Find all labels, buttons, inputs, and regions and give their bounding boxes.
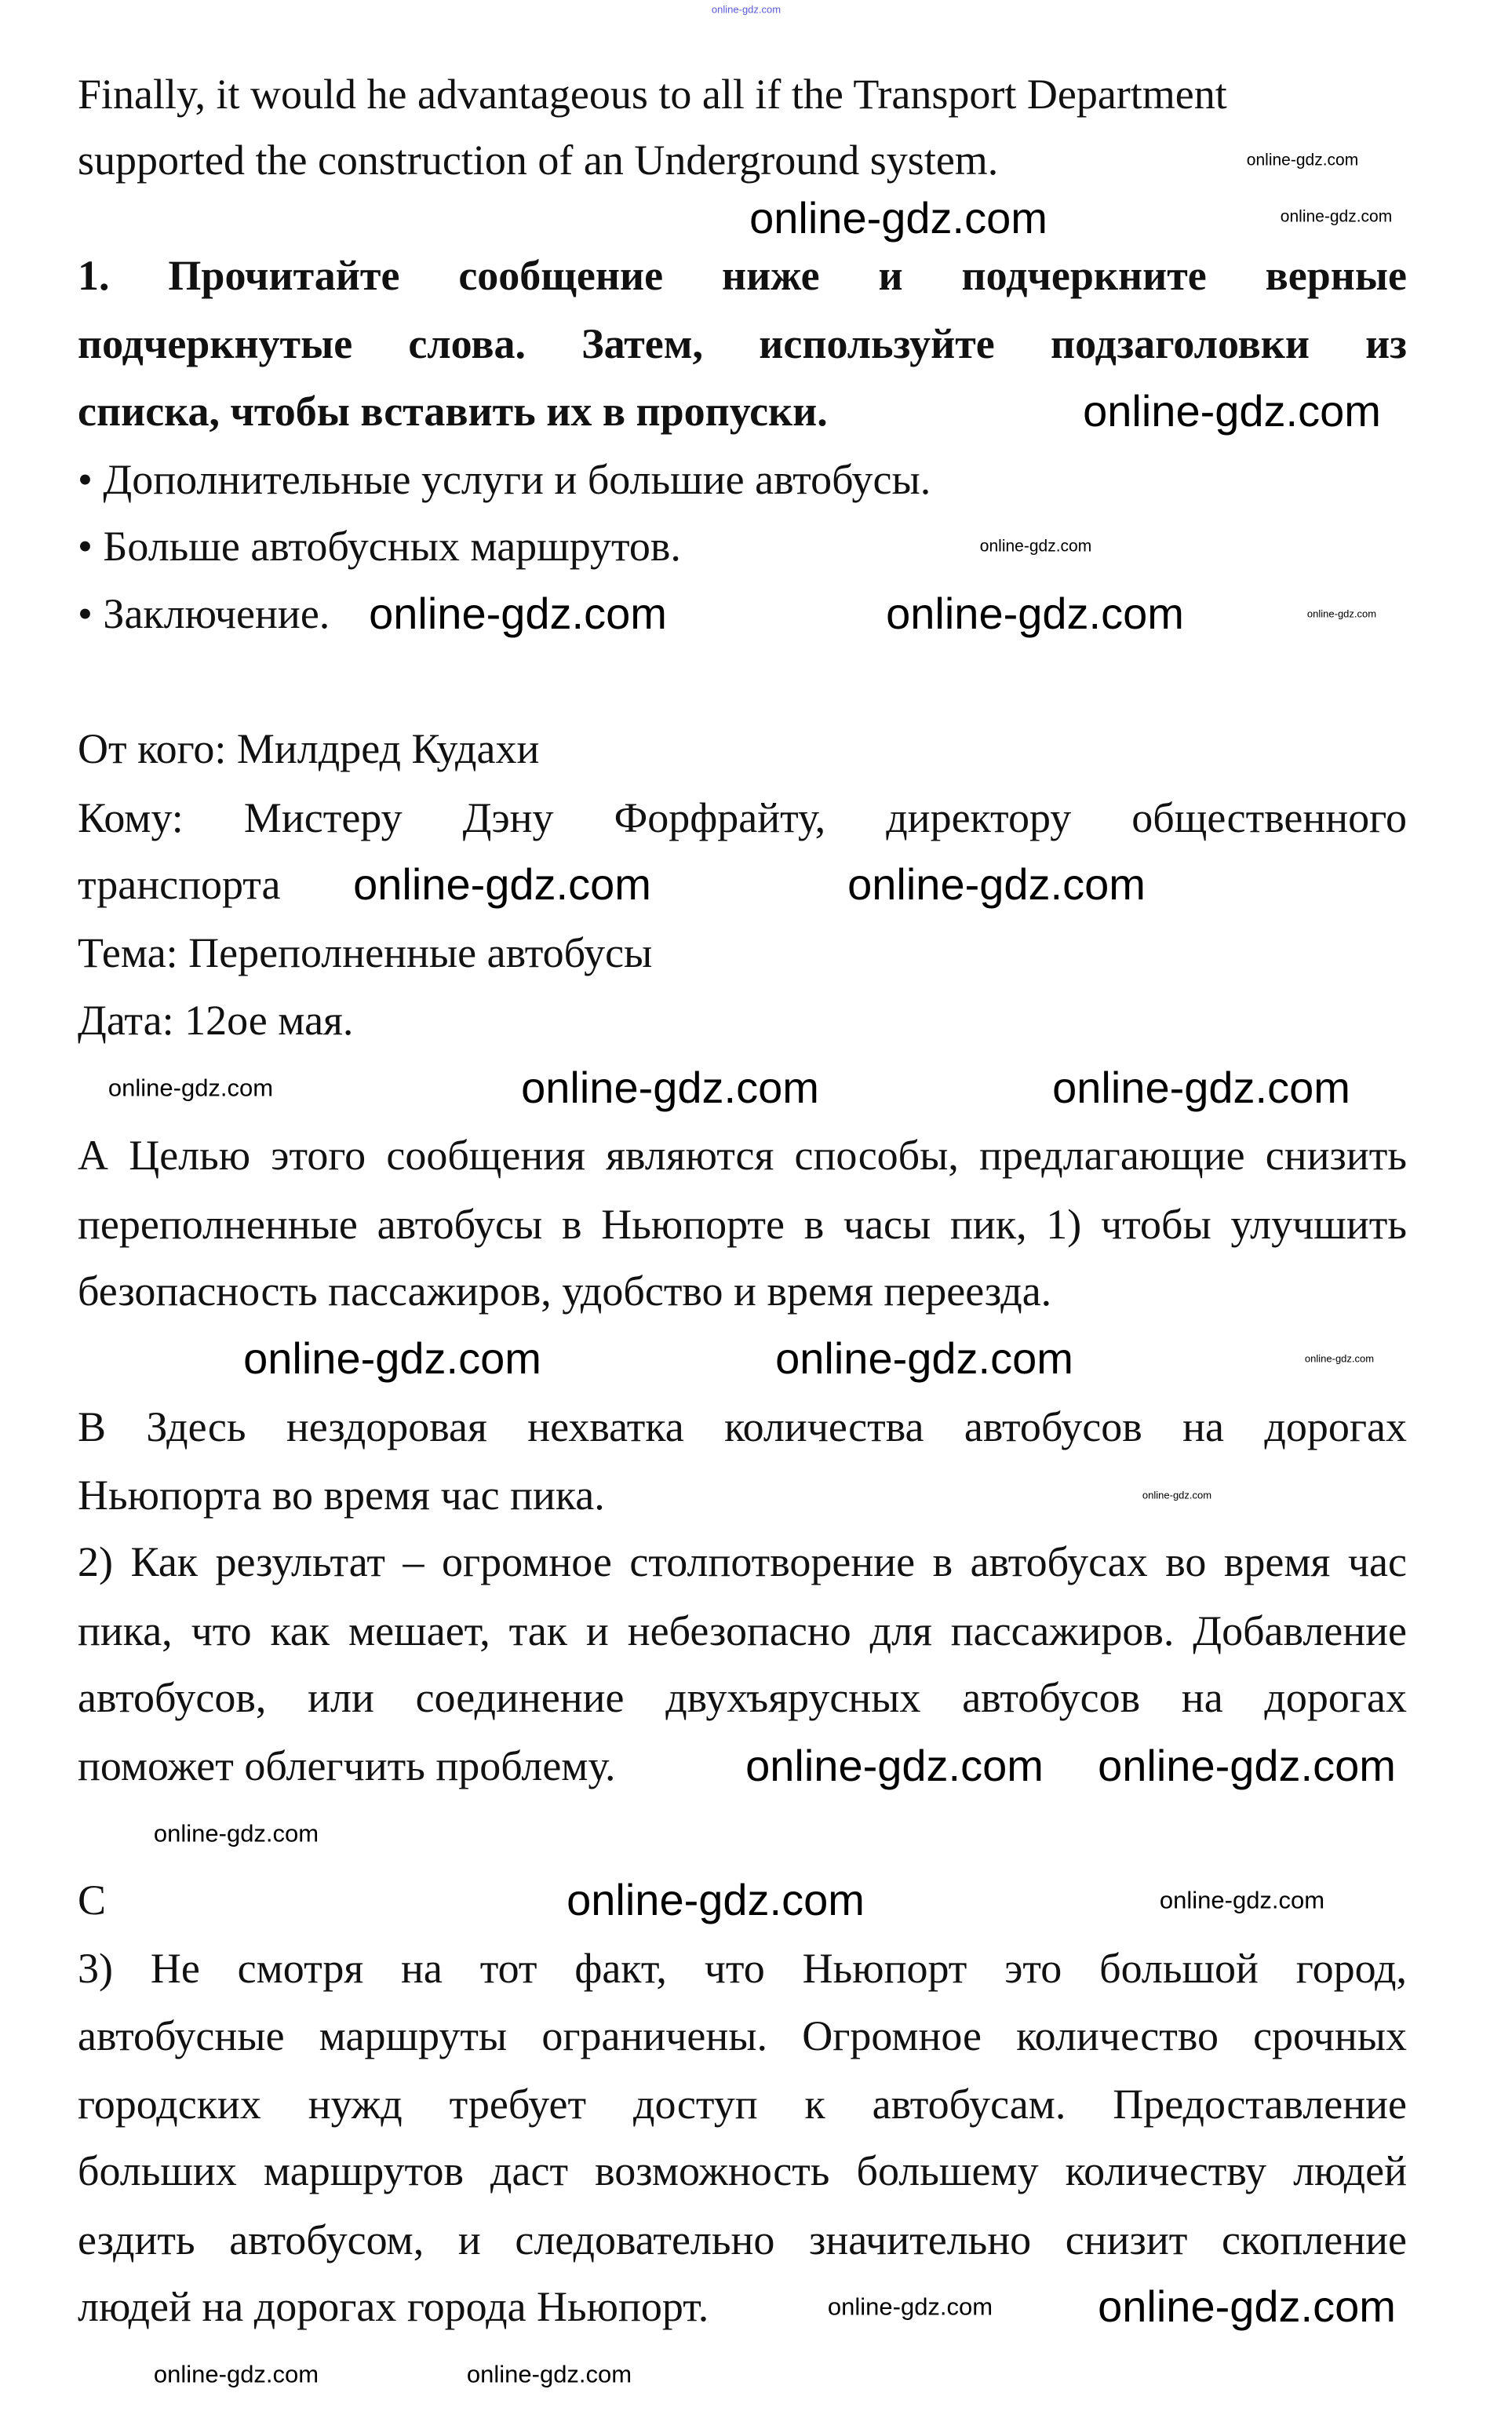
paragraph-a-line: переполненные автобусы в Ньюпорте в часы пик, 1) чтобы улучшить <box>78 1201 1407 1248</box>
watermark: online-gdz.com <box>775 1333 1073 1383</box>
watermark: online-gdz.com <box>827 2292 993 2321</box>
list-item: • Дополнительные услуги и большие автобусы. <box>78 456 931 503</box>
watermark: online-gdz.com <box>979 537 1092 556</box>
watermark: online-gdz.com <box>886 589 1184 638</box>
watermark: online-gdz.com <box>1306 607 1377 620</box>
memo-from: От кого: Милдред Кудахи <box>78 725 540 772</box>
paragraph-c-label: С <box>78 1877 107 1924</box>
watermark: online-gdz.com <box>1280 207 1393 226</box>
paragraph-b-line: В Здесь нездоровая нехватка количества автобусов на дорогах <box>78 1403 1407 1450</box>
paragraph-c-line: ездить автобусом, и следовательно значительно снизит скопление <box>78 2216 1407 2263</box>
paragraph-b-line: Ньюпорта во время час пика. <box>78 1472 605 1519</box>
memo-subject: Тема: Переполненные автобусы <box>78 929 653 976</box>
watermark: online-gdz.com <box>1246 151 1359 170</box>
paragraph-b-line: поможет облегчить проблему. <box>78 1742 616 1789</box>
paragraph-a-line: А Целью этого сообщения являются способы, предлагающие снизить <box>78 1132 1407 1179</box>
paragraph-b-line: автобусов, или соединение двухъярусных автобусов на дорогах <box>78 1674 1407 1721</box>
paragraph-b-line: 2) Как результат – огромное столпотворение в автобусах во время час <box>78 1538 1407 1585</box>
watermark: online-gdz.com <box>466 2360 632 2388</box>
watermark: online-gdz.com <box>1304 1352 1375 1365</box>
watermark: online-gdz.com <box>847 859 1146 909</box>
memo-to: транспорта <box>78 861 281 908</box>
task-heading-line: списка, чтобы вставить их в пропуски. <box>78 388 828 435</box>
watermark: online-gdz.com <box>1052 1063 1350 1112</box>
watermark: online-gdz.com <box>1098 2282 1396 2331</box>
watermark: online-gdz.com <box>107 1074 274 1102</box>
watermark: online-gdz.com <box>1098 1741 1396 1790</box>
watermark: online-gdz.com <box>153 2360 319 2388</box>
paragraph-c-line: больших маршрутов даст возможность большему количеству людей <box>78 2147 1407 2194</box>
paragraph-c-line: городских нужд требует доступ к автобусам. Предоставление <box>78 2081 1407 2128</box>
watermark: online-gdz.com <box>243 1333 541 1383</box>
paragraph-a-line: безопасность пассажиров, удобство и время переезда. <box>78 1268 1052 1315</box>
text-line: Finally, it would he advantageous to all if the Transport Department <box>78 71 1227 118</box>
text-line: supported the construction of an Underground system. <box>78 137 999 184</box>
watermark: online-gdz.com <box>1083 386 1381 436</box>
watermark: online-gdz.com <box>153 1819 319 1847</box>
paragraph-b-line: пика, что как мешает, так и небезопасно для пассажиров. Добавление <box>78 1607 1407 1654</box>
memo-date: Дата: 12ое мая. <box>78 997 354 1044</box>
watermark: online-gdz.com <box>1159 1886 1325 1914</box>
task-heading-line: 1. Прочитайте сообщение ниже и подчеркните верные <box>78 252 1407 299</box>
watermark: online-gdz.com <box>711 3 782 16</box>
list-item: • Заключение. <box>78 590 330 637</box>
watermark: online-gdz.com <box>353 859 651 909</box>
watermark: online-gdz.com <box>369 589 667 638</box>
paragraph-c-line: людей на дорогах города Ньюпорт. <box>78 2283 709 2330</box>
list-item: • Больше автобусных маршрутов. <box>78 523 681 570</box>
paragraph-c-line: автобусные маршруты ограничены. Огромное количество срочных <box>78 2012 1407 2059</box>
watermark: online-gdz.com <box>745 1741 1044 1790</box>
memo-to: Кому: Мистеру Дэну Форфрайту, директору общественного <box>78 794 1407 841</box>
task-heading-line: подчеркнутые слова. Затем, используйте подзаголовки из <box>78 320 1407 367</box>
watermark: online-gdz.com <box>1142 1489 1212 1501</box>
paragraph-c-line: 3) Не смотря на тот факт, что Ньюпорт это большой город, <box>78 1945 1407 1992</box>
watermark: online-gdz.com <box>567 1875 865 1924</box>
watermark: online-gdz.com <box>749 193 1047 243</box>
watermark: online-gdz.com <box>521 1063 819 1112</box>
